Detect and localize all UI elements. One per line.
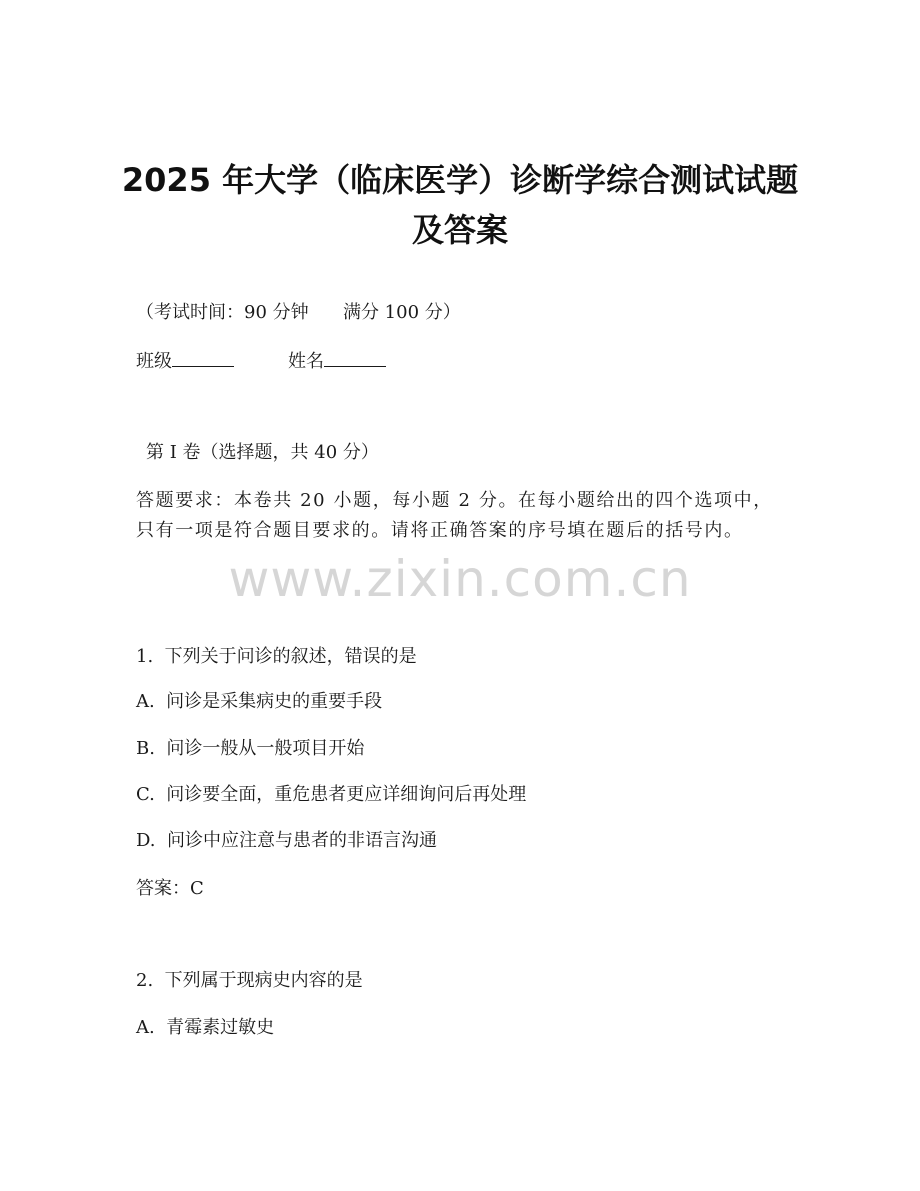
class-label: 班级 <box>136 351 172 372</box>
question-1-option-c: C. 问诊要全面，重危患者更应详细询问后再处理 <box>136 784 527 805</box>
document-title: 2025 年大学（临床医学）诊断学综合测试试题及答案 <box>121 161 799 249</box>
student-info-row <box>136 348 386 374</box>
exam-info: （考试时间：90 分钟 满分 100 分） <box>136 302 461 323</box>
instructions-paragraph: 答题要求：本卷共 20 小题，每小题 2 分。在每小题给出的四个选项中，只有一项是符合题目要求的。请将正确答案的序号填在题后的括号内。 <box>136 490 773 541</box>
watermark-text: www.zixin.com.cn <box>228 550 692 608</box>
question-1-stem: 1. 下列关于问诊的叙述，错误的是 <box>136 646 417 667</box>
name-blank <box>324 348 386 367</box>
class-blank <box>172 348 234 367</box>
question-2-option-a: A. 青霉素过敏史 <box>136 1017 275 1038</box>
question-2-stem: 2. 下列属于现病史内容的是 <box>136 970 363 991</box>
section-heading: 第 I 卷（选择题，共 40 分） <box>146 442 379 463</box>
question-1-option-a: A. 问诊是采集病史的重要手段 <box>136 691 383 712</box>
name-label: 姓名 <box>288 351 324 372</box>
question-1-option-d: D. 问诊中应注意与患者的非语言沟通 <box>136 830 437 851</box>
question-1-answer: 答案：C <box>136 878 204 899</box>
question-1-option-b: B. 问诊一般从一般项目开始 <box>136 738 365 759</box>
